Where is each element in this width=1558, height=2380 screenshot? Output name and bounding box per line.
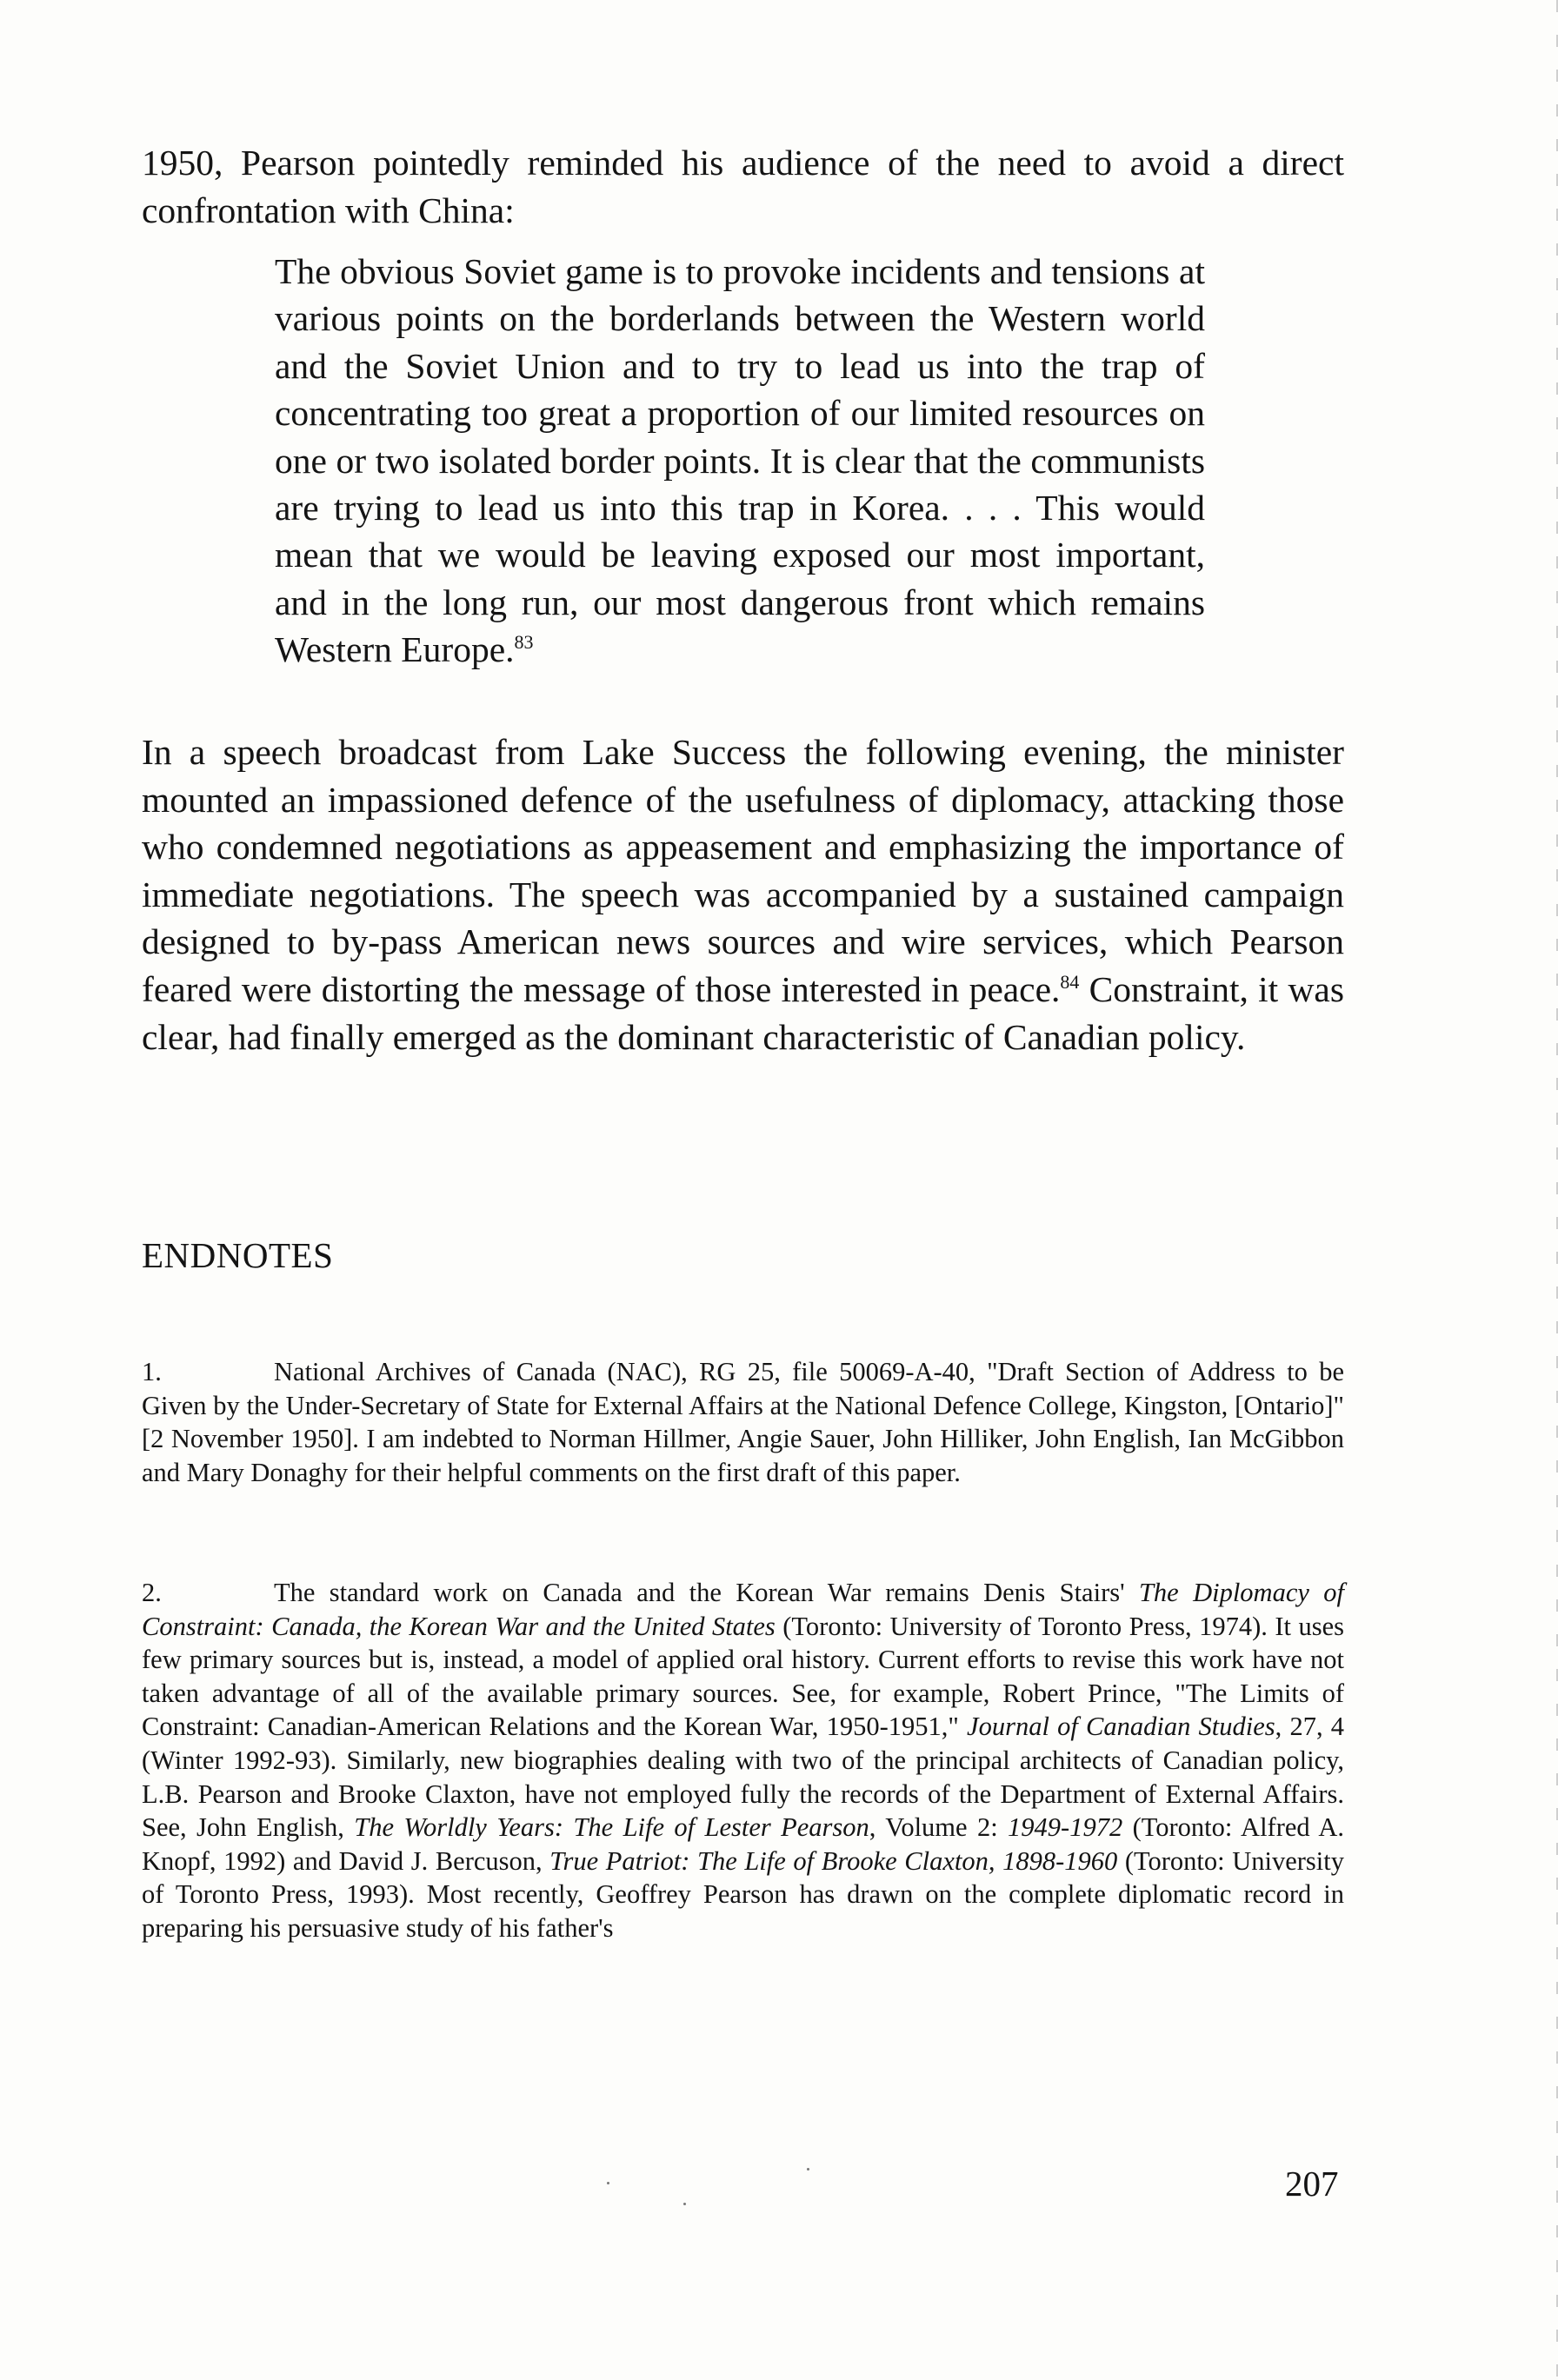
journal-title: Journal of Canadian Studies bbox=[967, 1712, 1275, 1742]
book-title: True Patriot: The Life of Brooke Claxton, 1898-1960 bbox=[549, 1845, 1118, 1876]
endnote-number: 1. bbox=[142, 1357, 162, 1386]
body-text-part-2: Constraint, it was clear, had finally emerged as the dominant characteristic of Canadian policy. bbox=[142, 968, 1344, 1057]
endnote-text: (Toronto: University of Toronto Press, 1974). It uses few primary sources but is, instead, a model of applied oral history. Current efforts to revise this work have not taken advantage of all of the available primary sources. See, for example, Robert Prince, "The Limits of Constraint: Canadian-American Relations and the Korean War, 1950-1951," bbox=[142, 1611, 1344, 1742]
endnote-number: 2. bbox=[142, 1578, 162, 1607]
footnote-ref-83: 83 bbox=[514, 631, 534, 654]
endnote-text: , Volume 2: bbox=[869, 1812, 1009, 1843]
intro-paragraph bbox=[142, 139, 1344, 234]
scan-speck bbox=[607, 2182, 609, 2184]
endnote-text: National Archives of Canada (NAC), RG 25, file 50069-A-40, "Draft Section of Address to be Given by the Under-Secretary of State for External Affairs at the National Defence College, Kingston, [Ontario]" [2 November 1950]. I am indebted to Norman Hillmer, Angie Sauer, John Hilliker, John English, Ian McGibbon and Mary Donaghy for their helpful comments on the first draft of this paper. bbox=[142, 1357, 1344, 1487]
book-title: The Diplomacy of Constraint: Canada, the Korean War and the United States bbox=[142, 1578, 1344, 1641]
endnotes-heading: ENDNOTES bbox=[142, 1235, 334, 1275]
volume-years: 1949-1972 bbox=[1008, 1812, 1123, 1843]
endnote-text: (Toronto: Alfred A. Knopf, 1992) and David J. Bercuson, bbox=[142, 1812, 1344, 1876]
endnote-2 bbox=[142, 1576, 1344, 1945]
intro-text: 1950, Pearson pointedly reminded his audience of the need to avoid a direct confrontation with China: bbox=[142, 143, 1344, 230]
endnote-text: , 27, 4 (Winter 1992-93). Similarly, new biographies dealing with two of the principal architects of Canadian policy, L.B. Pearson and Brooke Claxton, have not employed fully the records of the Department of External Affairs. See, John English, bbox=[142, 1712, 1344, 1843]
endnote-1 bbox=[142, 1355, 1344, 1489]
page-number: 207 bbox=[1285, 2164, 1339, 2204]
body-paragraph bbox=[142, 728, 1344, 1060]
block-quote bbox=[275, 248, 1205, 674]
scan-speck bbox=[683, 2203, 686, 2205]
body-text-part-1: In a speech broadcast from Lake Success the following evening, the minister mounted an impassioned defence of the usefulness of diplomacy, attacking those who condemned negotiations as appeasement and emphasizing the importance of immediate negotiations. The speech was accompanied by a sustained campaign designed to by-pass American news sources and wire services, which Pearson feared were distorting the message of those interested in peace. bbox=[142, 732, 1344, 1009]
book-title: The Worldly Years: The Life of Lester Pearson bbox=[354, 1812, 869, 1843]
scan-speck bbox=[807, 2168, 809, 2171]
endnote-text: The standard work on Canada and the Korean War remains Denis Stairs' bbox=[274, 1578, 1139, 1607]
footnote-ref-84: 84 bbox=[1060, 971, 1080, 994]
endnote-text: (Toronto: University of Toronto Press, 1993). Most recently, Geoffrey Pearson has drawn on the complete diplomatic record in preparing his persuasive study of his father's bbox=[142, 1845, 1344, 1943]
quote-text: The obvious Soviet game is to provoke incidents and tensions at various points on the borderlands between the Western world and the Soviet Union and to try to lead us into the trap of concentrating too great a proportion of our limited resources on one or two isolated border points. It is clear that the communists are trying to lead us into this trap in Korea. . . . This would mean that we would be leaving exposed our most important, and in the long run, our most dangerous front which remains Western Europe. bbox=[275, 251, 1205, 670]
